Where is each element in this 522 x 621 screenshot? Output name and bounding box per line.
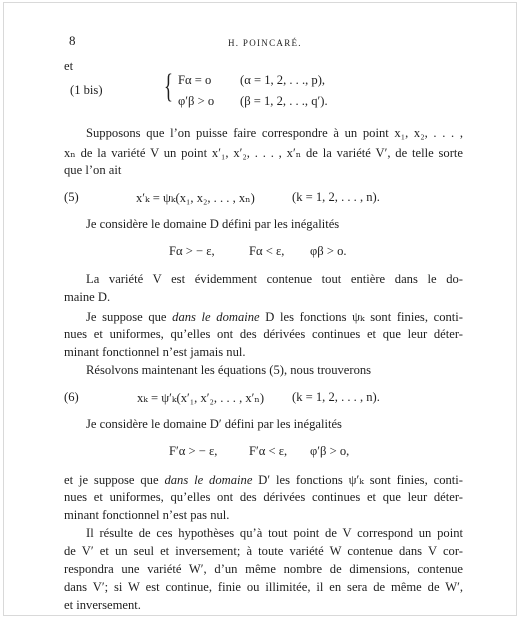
equation-5-label: (5) xyxy=(64,190,79,204)
paragraph-7-line-1: et je suppose que dans le domaine D′ les fonctions ψ′ₖ sont finies, conti- xyxy=(64,473,463,487)
inequality-1c: φβ > o. xyxy=(310,244,347,258)
paragraph-8-line-2: de V′ et un seul et inversement; à toute variété W contenue dans V cor- xyxy=(64,544,463,558)
equation-5-range: (k = 1, 2, . . . , n). xyxy=(292,190,380,204)
paragraph-1-line-1: Supposons que l’on puisse faire correspondre à un point x₁, x₂, . . . , xyxy=(86,126,463,140)
paragraph-8-line-1: Il résulte de ces hypothèses qu’à tout point de V correspond un point xyxy=(86,526,463,540)
running-head: H. POINCARÉ. xyxy=(228,38,302,48)
inequality-2a: F′α > − ε, xyxy=(169,444,218,458)
inequality-2c: φ′β > o, xyxy=(310,444,350,458)
equation-1bis-line-b-lhs: φ′β > o xyxy=(178,94,215,108)
left-brace: { xyxy=(164,68,173,105)
et-label: et xyxy=(64,59,74,73)
inequality-1b: Fα < ε, xyxy=(249,244,285,258)
paragraph-4-line-2: nues et uniformes, qu’elles ont des dérivées continues et que leur déter- xyxy=(64,327,463,341)
document-page xyxy=(3,2,517,616)
inequality-2b: F′α < ε, xyxy=(249,444,288,458)
paragraph-4-line-1: Je suppose que dans le domaine D les fonctions ψₖ sont finies, conti- xyxy=(86,310,463,324)
equation-1bis-line-a-rhs: (α = 1, 2, . . ., p), xyxy=(240,73,326,87)
equation-label-1bis: (1 bis) xyxy=(70,83,103,97)
paragraph-2: Je considère le domaine D défini par les inégalités xyxy=(86,217,340,231)
paragraph-3-line-2: maine D. xyxy=(64,290,111,304)
inequality-1a: Fα > − ε, xyxy=(169,244,215,258)
paragraph-6: Je considère le domaine D′ défini par les inégalités xyxy=(86,417,342,431)
paragraph-3-line-1: La variété V est évidemment contenue tout entière dans le do- xyxy=(86,272,463,286)
equation-1bis-line-b-rhs: (β = 1, 2, . . ., q′). xyxy=(240,94,328,108)
paragraph-5: Résolvons maintenant les équations (5), nous trouverons xyxy=(86,363,372,377)
paragraph-8-line-5: et inversement. xyxy=(64,598,141,612)
paragraph-8-line-4: dans V′; si W est continue, finie ou illimitée, il en sera de même de W′, xyxy=(64,580,463,594)
paragraph-7-line-2: nues et uniformes, qu’elles ont des dérivées continues et que leur déter- xyxy=(64,490,463,504)
page-number: 8 xyxy=(69,33,76,48)
paragraph-8-line-3: respondra une variété W′, d’un même nombre de dimensions, contenue xyxy=(64,562,463,576)
paragraph-7-line-3: minant fonctionnel n’est pas nul. xyxy=(64,508,230,522)
equation-5-body: x′ₖ = ψₖ(x₁, x₂, . . . , xₙ) xyxy=(136,191,255,205)
equation-6-body: xₖ = ψ′ₖ(x′₁, x′₂, . . . , x′ₙ) xyxy=(137,391,265,405)
equation-6-range: (k = 1, 2, . . . , n). xyxy=(292,390,380,404)
paragraph-1-line-3: que l’on ait xyxy=(64,163,122,177)
paragraph-1-line-2: xₙ de la variété V un point x′₁, x′₂, . . . , x′ₙ de la variété V′, de telle sorte xyxy=(64,146,463,160)
equation-1bis-line-a-lhs: Fα = o xyxy=(178,73,212,87)
equation-6-label: (6) xyxy=(64,390,79,404)
paragraph-4-line-3: minant fonctionnel n’est jamais nul. xyxy=(64,345,246,359)
